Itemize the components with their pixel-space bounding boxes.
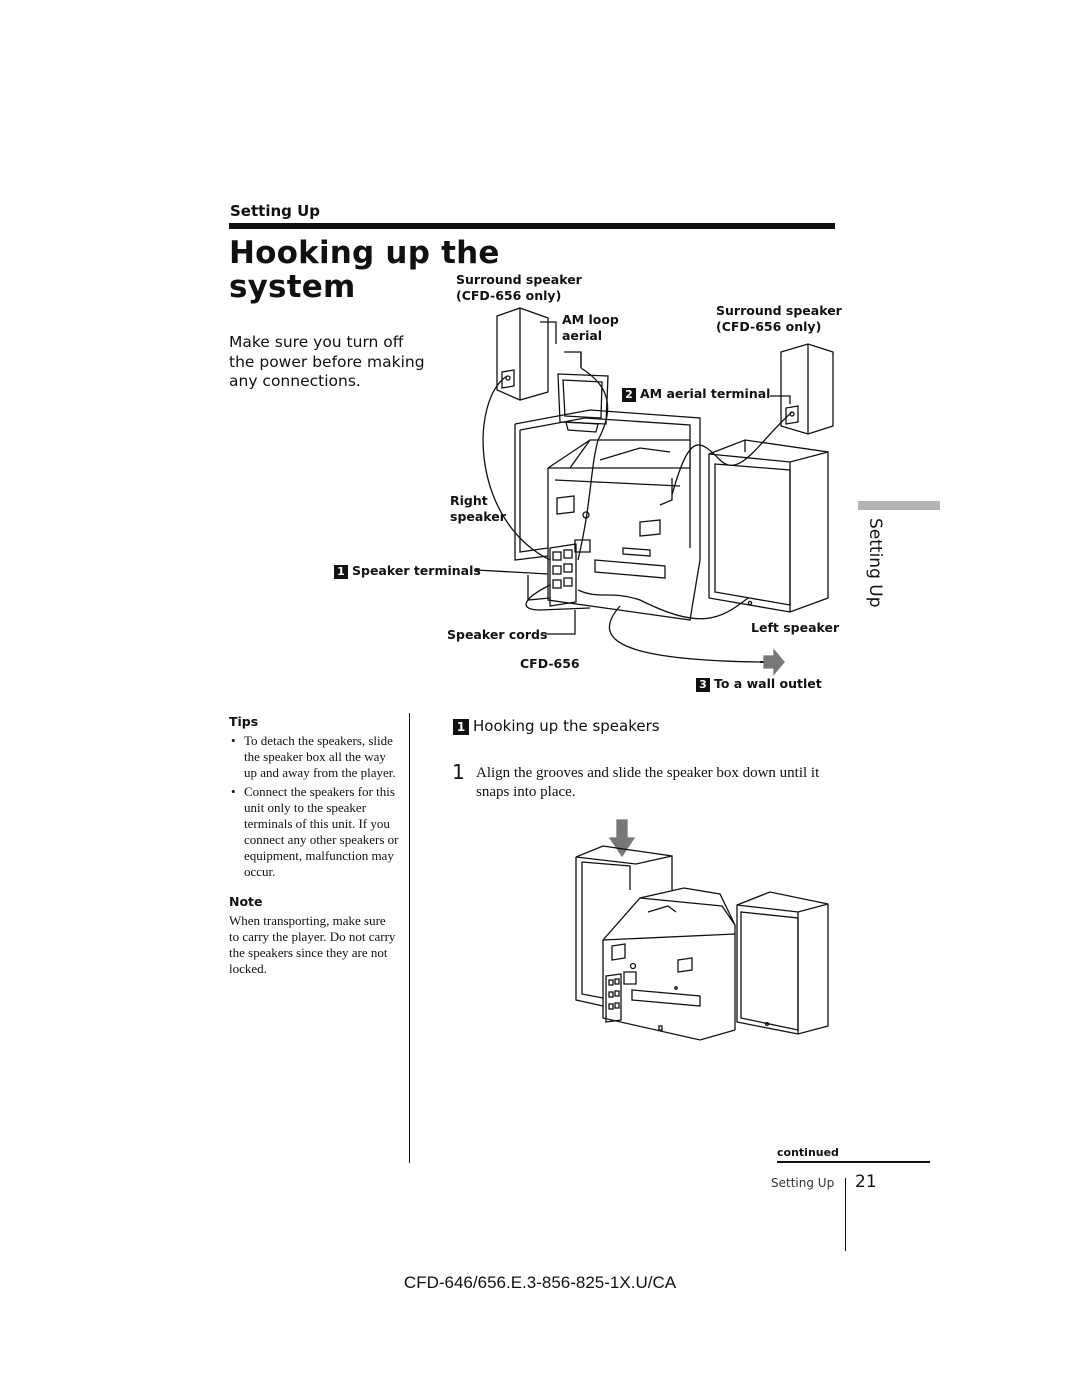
label-model: CFD-656 — [520, 656, 580, 671]
label-speaker-terminals-text: Speaker terminals — [352, 563, 481, 578]
section-badge: 1 — [453, 719, 469, 735]
intro-text: Make sure you turn off the power before making any connections. — [229, 333, 425, 390]
right-speaker-box — [576, 846, 672, 1006]
label-speaker-terminals — [334, 563, 481, 579]
label-am-loop-line1: AM loop — [562, 312, 619, 327]
step-number: 1 — [452, 760, 465, 784]
page-title-line1: Hooking up the — [229, 235, 500, 271]
footer-rule — [845, 1178, 846, 1251]
down-arrow-icon — [610, 820, 634, 856]
label-surround-right-line1: Surround speaker — [716, 303, 842, 318]
section-label: Setting Up — [230, 202, 321, 220]
label-am-aerial-terminal-text: AM aerial terminal — [640, 386, 771, 401]
am-loop-aerial — [558, 352, 608, 432]
footer-section-label: Setting Up — [771, 1176, 835, 1190]
label-right-speaker-line1: Right — [450, 493, 488, 508]
section-heading-text: Hooking up the speakers — [473, 717, 660, 735]
label-surround-speaker-right — [716, 303, 842, 335]
step1-badge: 1 — [334, 565, 348, 579]
main-unit-small — [603, 888, 735, 1040]
left-speaker-box-small — [737, 892, 828, 1034]
label-surround-speaker-left — [456, 272, 582, 304]
label-right-speaker-line2: speaker — [450, 509, 506, 524]
label-am-loop-line2: aerial — [562, 328, 603, 343]
label-surround-left-line2: (CFD-656 only) — [456, 288, 562, 303]
side-tab-label: Setting Up — [865, 518, 885, 608]
label-wall-outlet — [696, 676, 822, 692]
label-left-speaker: Left speaker — [751, 620, 840, 635]
tips-column — [229, 714, 399, 977]
tips-list — [229, 733, 399, 880]
label-surround-left-line1: Surround speaker — [456, 272, 582, 287]
section-heading — [453, 716, 660, 736]
page-title-line2: system — [229, 269, 356, 305]
step2-badge: 2 — [622, 388, 636, 402]
label-wall-outlet-text: To a wall outlet — [714, 676, 822, 691]
label-right-speaker — [450, 493, 506, 525]
continued-label: continued — [777, 1146, 839, 1159]
label-speaker-cords: Speaker cords — [447, 627, 548, 642]
wall-outlet-arrow-icon — [760, 650, 784, 674]
page-number: 21 — [855, 1172, 877, 1192]
speaker-cords — [476, 368, 792, 662]
label-am-aerial-terminal — [622, 386, 770, 402]
speaker-terminals — [550, 544, 576, 606]
tip-item: • To detach the speakers, slide the speaker box all the way up and away from the player. — [229, 733, 399, 781]
note-text: When transporting, make sure to carry the player. Do not carry the speakers since they are not locked. — [229, 913, 396, 976]
surround-speaker-right — [781, 344, 833, 434]
step-text: Align the grooves and slide the speaker box down until it snaps into place. — [476, 765, 820, 800]
tip-item: • Connect the speakers for this unit only to the speaker terminals of this unit. If you connect any other speakers or equipment, malfunction may occur. — [229, 784, 399, 880]
note-heading: Note — [229, 894, 263, 909]
column-divider — [409, 713, 410, 1163]
left-speaker-box — [709, 440, 828, 612]
label-surround-right-line2: (CFD-656 only) — [716, 319, 822, 334]
document-code: CFD-646/656.E.3-856-825-1X.U/CA — [403, 1273, 677, 1292]
continued-rule — [777, 1161, 930, 1163]
tips-heading: Tips — [229, 714, 259, 729]
label-am-loop-aerial — [562, 312, 619, 344]
step3-badge: 3 — [696, 678, 710, 692]
